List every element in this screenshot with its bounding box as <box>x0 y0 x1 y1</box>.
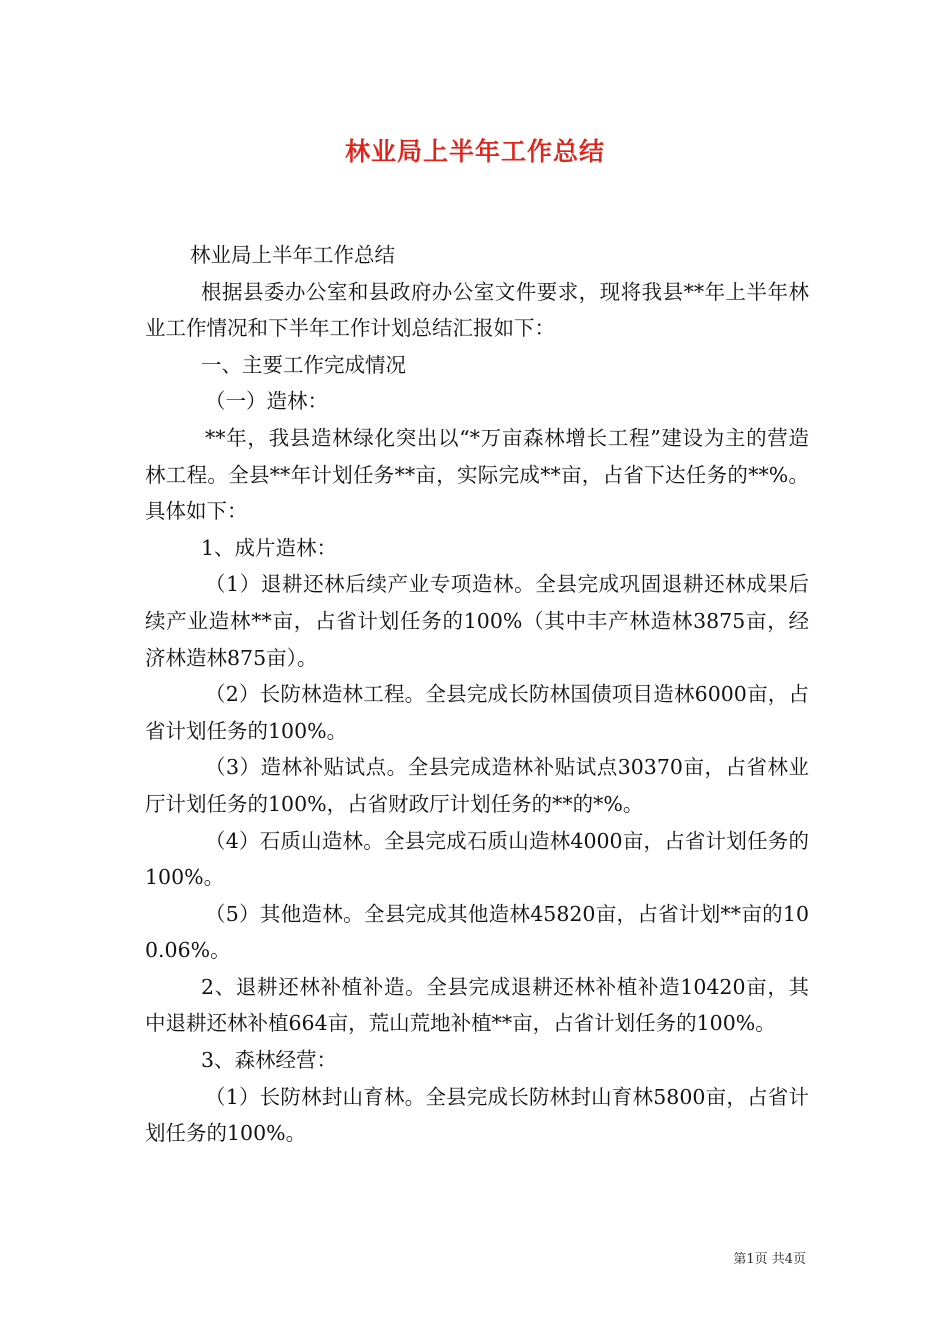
paragraph-item-2: 2、退耕还林补植补造。全县完成退耕还林补植补造10420亩，其中退耕还林补植664亩，荒山荒地补植**亩，占省计划任务的100%。 <box>145 974 809 1036</box>
page-number: 第1页 共4页 <box>733 1252 806 1267</box>
paragraph-item-1-1: （1）退耕还林后续产业专项造林。全县完成巩固退耕还林成果后续产业造林**亩，占省计划任务的100%（其中丰产林造林3875亩，经济林造林875亩）。 <box>145 572 809 670</box>
paragraph-afforestation-summary: **年，我县造林绿化突出以“*万亩森林增长工程”建设为主的营造林工程。全县**年计划任务**亩，实际完成**亩，占省下达任务的**%。具体如下： <box>145 425 809 524</box>
paragraph-item-1-4: （4）石质山造林。全县完成石质山造林4000亩，占省计划任务的100%。 <box>145 828 809 890</box>
item-heading-1: 1、成片造林： <box>201 535 338 560</box>
paragraph-intro: 根据县委办公室和县政府办公室文件要求，现将我县**年上半年林业工作情况和下半年工作计划总结汇报如下： <box>145 279 809 341</box>
paragraph-item-1-3: （3）造林补贴试点。全县完成造林补贴试点30370亩，占省林业厅计划任务的100%，占省财政厅计划任务的**的*%。 <box>145 755 809 816</box>
paragraph-item-1-2: （2）长防林造林工程。全县完成长防林国债项目造林6000亩，占省计划任务的100%。 <box>145 682 809 743</box>
document-title: 林业局上半年工作总结 <box>344 137 605 166</box>
section-heading-main-work: 一、主要工作完成情况 <box>201 352 406 377</box>
item-heading-3: 3、森林经营： <box>201 1048 338 1073</box>
paragraph-item-3-1: （1）长防林封山育林。全县完成长防林封山育林5800亩，占省计划任务的100%。 <box>145 1084 809 1146</box>
paragraph-heading: 林业局上半年工作总结 <box>190 243 395 267</box>
paragraph-item-1-5: （5）其他造林。全县完成其他造林45820亩，占省计划**亩的100.06%。 <box>145 901 809 963</box>
subsection-heading-afforestation: （一）造林： <box>205 389 328 414</box>
document-body <box>145 237 809 1152</box>
